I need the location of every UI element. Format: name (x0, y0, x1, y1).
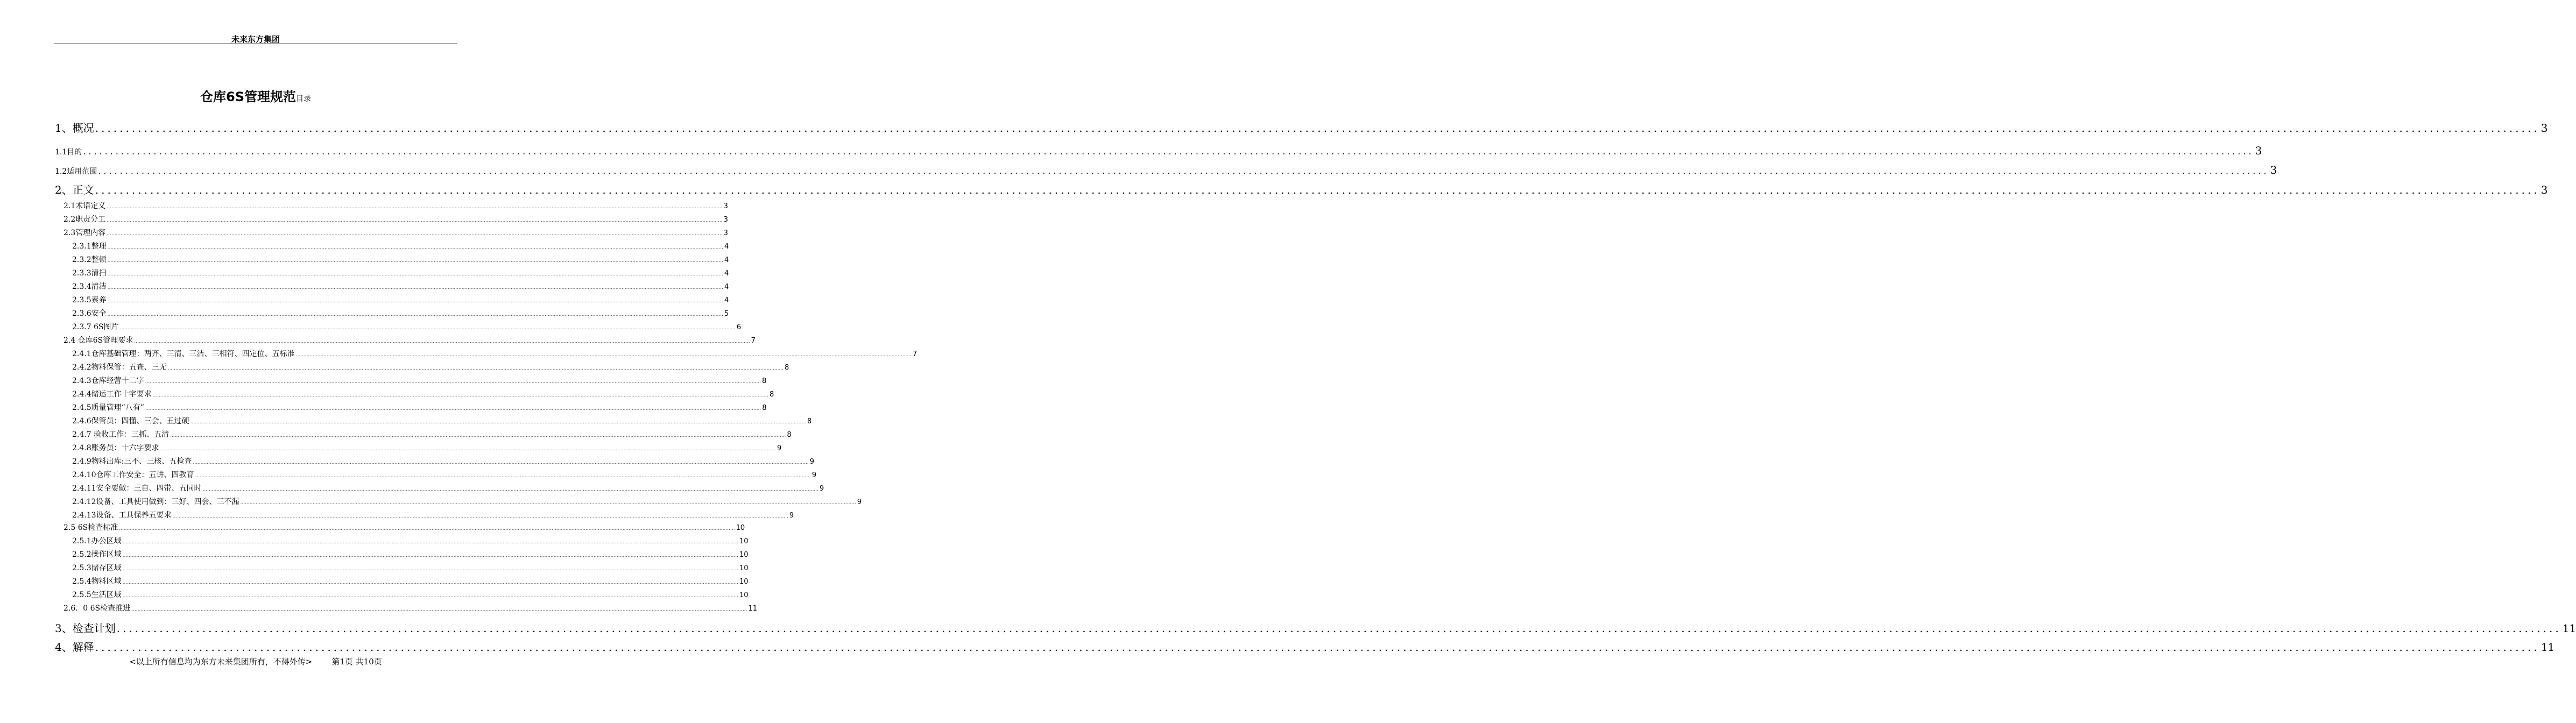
toc-entry[interactable] (63, 214, 728, 225)
toc-entry[interactable] (72, 254, 729, 266)
toc-dot-leader: ................................................................................................................................................................................................................................................................................................................................................................................................................ (190, 420, 806, 425)
toc-entry[interactable] (55, 164, 2277, 178)
toc-entry[interactable] (72, 549, 749, 561)
toc-entry[interactable] (72, 535, 749, 547)
toc-dot-leader: ................................................................................................................................................................................................................................................................................................................................................................................................................ (107, 312, 723, 317)
toc-page-number: 4 (724, 270, 729, 278)
footer-pagination: 第1页 共10页 (331, 657, 382, 667)
toc-dot-leader: ................................................................................................................................................................................................................................................................................................................................................................................................................ (95, 183, 2540, 196)
toc-entry-label: 2.5.3储存区域 (72, 564, 122, 572)
toc-dot-leader: ................................................................................................................................................................................................................................................................................................................................................................................................................ (122, 540, 738, 545)
toc-entry-label: 2.3.7 6S图片 (72, 323, 119, 331)
toc-entry[interactable] (63, 522, 745, 534)
toc-entry-label: 2.4.8账务员：十六字要求 (72, 444, 159, 452)
toc-entry-label: 2.3.2整顿 (72, 256, 107, 264)
toc-dot-leader: ................................................................................................................................................................................................................................................................................................................................................................................................................ (202, 487, 818, 492)
toc-dot-leader: ................................................................................................................................................................................................................................................................................................................................................................................................................ (122, 593, 738, 599)
toc-entry[interactable] (72, 402, 767, 414)
toc-dot-leader: ................................................................................................................................................................................................................................................................................................................................................................................................................ (193, 460, 809, 465)
toc-page-number: 7 (751, 337, 756, 345)
toc-dot-leader: ................................................................................................................................................................................................................................................................................................................................................................................................................ (172, 514, 788, 519)
toc-entry-label: 2.4.5质量管理“八有” (72, 403, 144, 412)
toc-entry[interactable] (55, 620, 2576, 636)
toc-entry-label: 2.4.9物料出库:三不、三核、五检查 (72, 457, 192, 466)
toc-entry[interactable] (72, 321, 742, 333)
toc-page-number: 8 (784, 364, 789, 372)
toc-entry[interactable] (63, 200, 728, 212)
toc-entry[interactable] (72, 429, 792, 441)
toc-entry[interactable] (55, 639, 2555, 655)
toc-entry-label: 2、正文 (55, 183, 94, 196)
toc-dot-leader: ................................................................................................................................................................................................................................................................................................................................................................................................................ (107, 258, 723, 264)
toc-entry[interactable] (55, 181, 2548, 197)
toc-entry[interactable] (72, 348, 918, 360)
toc-entry-label: 2.4.11安全要做：三自、四带、五同时 (72, 484, 202, 493)
toc-page-number: 3 (723, 202, 728, 210)
toc-dot-leader: ................................................................................................................................................................................................................................................................................................................................................................................................................ (83, 146, 2254, 157)
toc-page-number: 8 (807, 417, 812, 426)
toc-dot-leader: ................................................................................................................................................................................................................................................................................................................................................................................................................ (98, 166, 2269, 176)
toc-dot-leader: ................................................................................................................................................................................................................................................................................................................................................................................................................ (107, 285, 723, 290)
toc-page-number: 11 (748, 605, 758, 613)
toc-dot-leader: ................................................................................................................................................................................................................................................................................................................................................................................................................ (107, 272, 723, 277)
toc-page-number: 7 (912, 350, 918, 358)
toc-entry-label: 2.3.4清洁 (72, 282, 107, 291)
toc-entry-label: 3、检查计划 (55, 622, 116, 635)
toc-entry-label: 2.4.7 验收工作：三抓、五清 (72, 430, 170, 439)
toc-page-number: 8 (762, 404, 767, 412)
toc-entry-label: 2.4.2物料保管：五查、三无 (72, 363, 167, 372)
toc-entry-label: 2.3管理内容 (63, 229, 106, 237)
toc-page-number: 3 (2540, 122, 2548, 134)
toc-dot-leader: ................................................................................................................................................................................................................................................................................................................................................................................................................ (119, 325, 736, 331)
toc-entry[interactable] (63, 602, 758, 614)
toc-entry[interactable] (72, 240, 729, 252)
toc-page-number: 3 (2540, 183, 2548, 196)
toc-entry-label: 2.4.1仓库基础管理：两齐、三清、三洁、三相符、四定位、五标准 (72, 350, 295, 358)
toc-entry[interactable] (63, 227, 728, 239)
toc-entry[interactable] (72, 562, 749, 574)
footer-notice: <以上所有信息均为东方未来集团所有，不得外传> (129, 657, 313, 667)
toc-entry[interactable] (72, 483, 824, 494)
toc-dot-leader: ................................................................................................................................................................................................................................................................................................................................................................................................................ (240, 500, 856, 506)
toc-page-number: 11 (2540, 641, 2555, 654)
toc-dot-leader: ................................................................................................................................................................................................................................................................................................................................................................................................................ (170, 433, 786, 438)
toc-entry-label: 2.4 仓库6S管理要求 (63, 336, 133, 345)
toc-dot-leader: ................................................................................................................................................................................................................................................................................................................................................................................................................ (160, 446, 776, 452)
toc-entry-label: 2.2职责分工 (63, 215, 106, 224)
toc-entry-label: 2.6．0 6S检查推进 (63, 604, 131, 613)
toc-entry-label: 2.3.3清扫 (72, 269, 107, 278)
toc-dot-leader: ................................................................................................................................................................................................................................................................................................................................................................................................................ (145, 406, 761, 412)
toc-page-number: 4 (724, 256, 729, 264)
toc-entry-label: 2.4.10仓库工作安全：五讲、四教育 (72, 471, 194, 479)
toc-entry[interactable] (72, 576, 749, 587)
toc-entry-label: 1.2适用范围 (55, 167, 97, 176)
title-sub: 目录 (295, 95, 311, 103)
toc-dot-leader: ................................................................................................................................................................................................................................................................................................................................................................................................................ (122, 566, 738, 572)
page-footer (0, 656, 511, 667)
toc-entry-label: 2.3.1整理 (72, 242, 107, 251)
toc-entry-label: 2.5.2操作区域 (72, 550, 122, 559)
toc-entry-label: 2.3.5素养 (72, 296, 107, 304)
toc-entry-label: 2.1术语定义 (63, 202, 106, 210)
toc-entry-label: 2.4.12设备、工具使用做到：三好、四会、三不漏 (72, 498, 239, 506)
toc-entry-label: 2.5.4物料区域 (72, 577, 122, 586)
toc-dot-leader: ................................................................................................................................................................................................................................................................................................................................................................................................................ (122, 580, 738, 585)
page-header: 未来东方集团 (231, 34, 280, 44)
toc-dot-leader: ................................................................................................................................................................................................................................................................................................................................................................................................................ (107, 204, 723, 210)
toc-entry[interactable] (55, 144, 2262, 158)
toc-dot-leader: ................................................................................................................................................................................................................................................................................................................................................................................................................ (131, 607, 747, 612)
toc-entry[interactable] (72, 442, 782, 454)
toc-page-number: 9 (819, 485, 824, 493)
toc-dot-leader: ................................................................................................................................................................................................................................................................................................................................................................................................................ (107, 299, 723, 304)
toc-entry[interactable] (72, 456, 814, 467)
toc-page-number: 8 (769, 391, 774, 399)
toc-entry-label: 2.4.6保管员：四懂、三会、五过硬 (72, 417, 189, 426)
toc-entry-label: 2.4.3仓库经营十二字 (72, 377, 144, 385)
toc-page-number: 11 (2562, 622, 2576, 635)
toc-page-number: 4 (724, 296, 729, 304)
toc-page-number: 9 (857, 498, 862, 506)
toc-dot-leader: ................................................................................................................................................................................................................................................................................................................................................................................................................ (122, 553, 738, 558)
toc-entry[interactable] (72, 375, 767, 387)
toc-page-number: 9 (789, 512, 794, 520)
toc-entry[interactable] (72, 267, 729, 279)
toc-page-number: 9 (809, 458, 814, 466)
toc-dot-leader: ................................................................................................................................................................................................................................................................................................................................................................................................................ (95, 641, 2540, 654)
title-main: 仓库6S管理规范 (200, 89, 296, 104)
toc-page-number: 8 (787, 431, 792, 439)
toc-entry-label: 2.3.6安全 (72, 309, 107, 318)
toc-page-number: 10 (739, 564, 749, 572)
toc-page-number: 10 (739, 537, 749, 545)
toc-dot-leader: ................................................................................................................................................................................................................................................................................................................................................................................................................ (145, 379, 761, 385)
toc-dot-leader: ................................................................................................................................................................................................................................................................................................................................................................................................................ (107, 245, 723, 250)
toc-dot-leader: ................................................................................................................................................................................................................................................................................................................................................................................................................ (195, 473, 811, 479)
toc-dot-leader: ................................................................................................................................................................................................................................................................................................................................................................................................................ (95, 122, 2540, 134)
toc-entry[interactable] (72, 509, 794, 521)
toc-entry[interactable] (72, 496, 862, 508)
toc-page-number: 4 (724, 283, 729, 291)
toc-entry-label: 4、解释 (55, 641, 94, 654)
toc-page-number: 3 (2255, 144, 2262, 157)
toc-entry-label: 2.5.1办公区域 (72, 537, 122, 545)
toc-page-number: 3 (723, 229, 728, 237)
toc-entry-label: 2.4.13设备、工具保养五要求 (72, 511, 172, 520)
toc-entry-label: 1.1目的 (55, 148, 82, 157)
toc-entry[interactable] (63, 335, 756, 346)
toc-entry-label: 1、概况 (55, 122, 94, 134)
toc-dot-leader: ................................................................................................................................................................................................................................................................................................................................................................................................................ (116, 622, 2561, 635)
toc-page-number: 9 (811, 471, 817, 479)
toc-page-number: 8 (761, 377, 767, 385)
toc-entry[interactable] (55, 119, 2548, 136)
toc-dot-leader: ................................................................................................................................................................................................................................................................................................................................................................................................................ (107, 231, 723, 237)
toc-page-number: 4 (724, 243, 729, 251)
toc-page-number: 10 (739, 551, 749, 559)
toc-entry-label: 2.5.5生活区域 (72, 591, 122, 599)
toc-entry[interactable] (72, 308, 729, 320)
toc-page-number: 10 (739, 578, 749, 586)
toc-entry[interactable] (72, 415, 812, 427)
toc-entry[interactable] (72, 362, 789, 373)
toc-page-number: 6 (736, 323, 742, 331)
toc-dot-leader: ................................................................................................................................................................................................................................................................................................................................................................................................................ (295, 352, 912, 358)
toc-dot-leader: ................................................................................................................................................................................................................................................................................................................................................................................................................ (167, 366, 784, 371)
toc-entry[interactable] (72, 281, 729, 293)
toc-page-number: 5 (724, 310, 729, 318)
toc-entry[interactable] (72, 469, 817, 481)
toc-page-number: 10 (736, 524, 745, 532)
toc-page-number: 10 (739, 591, 749, 599)
toc-entry-label: 2.5 6S检查标准 (63, 523, 118, 532)
toc-entry[interactable] (72, 294, 729, 306)
toc-dot-leader: ................................................................................................................................................................................................................................................................................................................................................................................................................ (152, 393, 768, 398)
toc-page-number: 3 (723, 216, 728, 224)
toc-dot-leader: ................................................................................................................................................................................................................................................................................................................................................................................................................ (119, 526, 735, 531)
toc-entry-label: 2.4.4储运工作十字要求 (72, 390, 152, 399)
toc-page-number: 3 (2270, 164, 2277, 176)
toc-dot-leader: ................................................................................................................................................................................................................................................................................................................................................................................................................ (107, 218, 723, 223)
toc-page-number: 9 (777, 444, 782, 452)
toc-entry[interactable] (72, 589, 749, 601)
toc-dot-leader: ................................................................................................................................................................................................................................................................................................................................................................................................................ (134, 339, 750, 344)
toc-entry[interactable] (72, 388, 774, 400)
